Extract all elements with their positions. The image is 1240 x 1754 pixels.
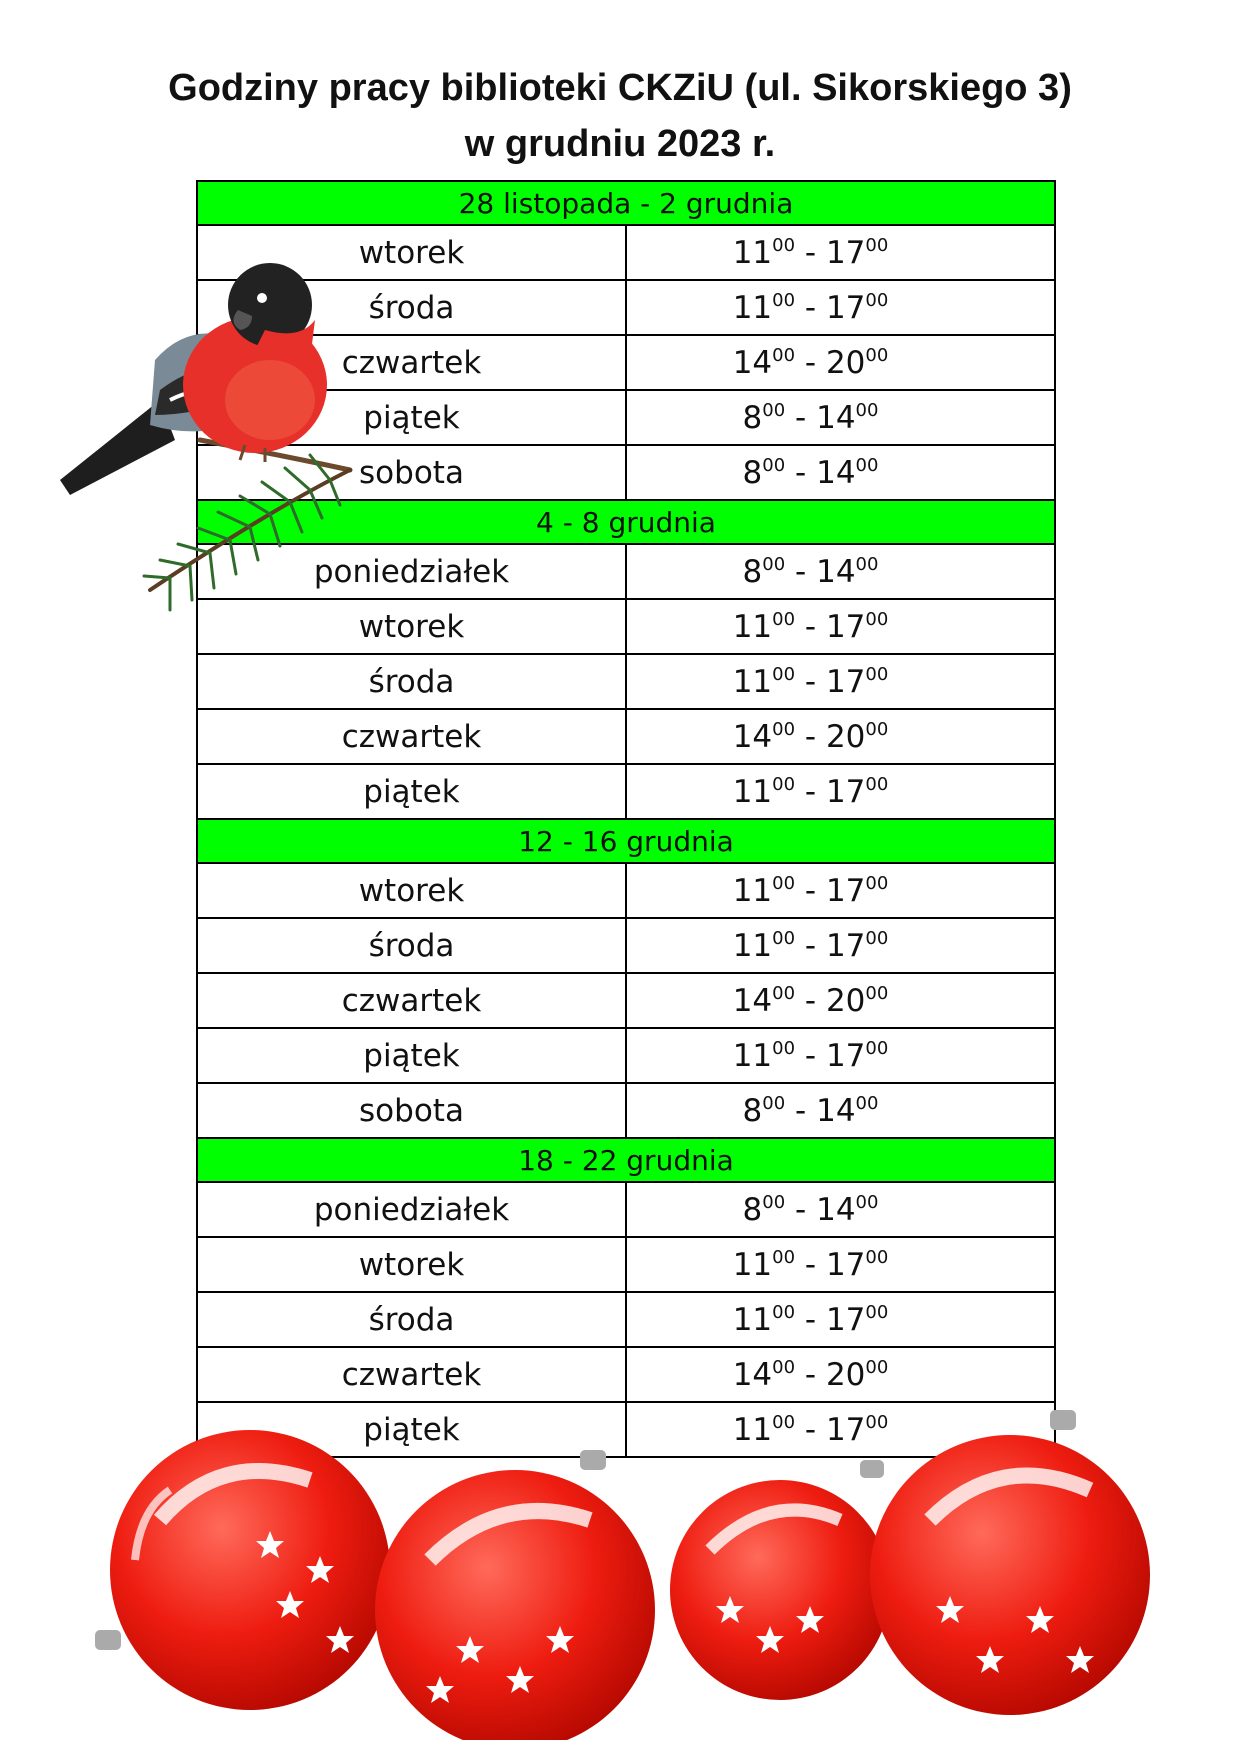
title-line-1: Godziny pracy biblioteki CKZiU (ul. Sikorskiego 3) <box>168 67 1072 109</box>
close-hour: 17 <box>825 872 866 909</box>
close-minutes: 00 <box>855 1092 879 1114</box>
day-name: wtorek <box>197 863 626 918</box>
close-minutes: 00 <box>865 773 889 795</box>
hours-separator: - <box>785 1092 817 1129</box>
close-hour: 17 <box>825 663 866 700</box>
close-hour: 17 <box>825 608 866 645</box>
opening-hours <box>626 1182 1055 1237</box>
hours-separator: - <box>795 608 826 645</box>
close-hour: 17 <box>825 1037 866 1074</box>
open-hour: 11 <box>732 1411 773 1448</box>
hours-separator: - <box>795 927 826 964</box>
day-name: piątek <box>197 1402 626 1457</box>
week-header-row <box>197 1138 1055 1182</box>
opening-hours <box>626 445 1055 500</box>
opening-hours <box>626 280 1055 335</box>
close-hour: 20 <box>825 344 866 381</box>
close-hour: 14 <box>816 1191 856 1228</box>
open-hour: 14 <box>732 982 773 1019</box>
open-hour: 11 <box>732 1301 773 1338</box>
close-minutes: 00 <box>865 289 889 311</box>
open-hour: 11 <box>732 234 773 271</box>
christmas-bauble-icon <box>870 1410 1150 1715</box>
open-minutes: 00 <box>772 344 796 366</box>
opening-hours <box>626 544 1055 599</box>
open-minutes: 00 <box>772 1356 796 1378</box>
open-minutes: 00 <box>762 1191 786 1213</box>
close-minutes: 00 <box>865 927 889 949</box>
title-line-2: w grudniu 2023 r. <box>464 123 776 165</box>
close-minutes: 00 <box>865 1246 889 1268</box>
day-name: czwartek <box>197 1347 626 1402</box>
day-row <box>197 764 1055 819</box>
open-minutes: 00 <box>772 1301 796 1323</box>
open-minutes: 00 <box>772 1411 796 1433</box>
day-name: środa <box>197 1292 626 1347</box>
open-hour: 11 <box>732 872 773 909</box>
open-minutes: 00 <box>772 234 796 256</box>
close-minutes: 00 <box>865 234 889 256</box>
close-hour: 17 <box>825 1411 866 1448</box>
day-name: środa <box>197 280 626 335</box>
hours-separator: - <box>795 663 826 700</box>
open-hour: 8 <box>742 1191 763 1228</box>
opening-hours <box>626 335 1055 390</box>
hours-separator: - <box>795 289 826 326</box>
close-hour: 17 <box>825 234 866 271</box>
week-label: 18 - 22 grudnia <box>197 1138 1055 1182</box>
close-hour: 20 <box>825 982 866 1019</box>
close-hour: 14 <box>816 399 856 436</box>
open-minutes: 00 <box>772 773 796 795</box>
day-row <box>197 654 1055 709</box>
day-name: poniedziałek <box>197 544 626 599</box>
day-row <box>197 1292 1055 1347</box>
open-hour: 11 <box>732 927 773 964</box>
open-minutes: 00 <box>772 718 796 740</box>
close-hour: 20 <box>825 1356 866 1393</box>
hours-separator: - <box>795 718 826 755</box>
open-minutes: 00 <box>762 1092 786 1114</box>
hours-separator: - <box>795 773 826 810</box>
close-minutes: 00 <box>865 872 889 894</box>
close-minutes: 00 <box>855 454 879 476</box>
close-hour: 14 <box>816 553 856 590</box>
day-name: piątek <box>197 390 626 445</box>
day-name: wtorek <box>197 599 626 654</box>
hours-separator: - <box>795 1037 826 1074</box>
open-minutes: 00 <box>762 553 786 575</box>
day-row <box>197 863 1055 918</box>
opening-hours <box>626 918 1055 973</box>
hours-separator: - <box>785 454 817 491</box>
hours-separator: - <box>795 1411 826 1448</box>
christmas-bauble-icon <box>95 1430 390 1710</box>
christmas-bauble-icon <box>375 1450 655 1740</box>
open-hour: 8 <box>742 553 763 590</box>
day-row <box>197 1028 1055 1083</box>
day-name: piątek <box>197 764 626 819</box>
close-minutes: 00 <box>865 344 889 366</box>
close-minutes: 00 <box>865 1356 889 1378</box>
page-title <box>0 60 1240 172</box>
open-hour: 11 <box>732 1037 773 1074</box>
opening-hours <box>626 973 1055 1028</box>
opening-hours <box>626 1292 1055 1347</box>
day-name: sobota <box>197 445 626 500</box>
hours-separator: - <box>795 1301 826 1338</box>
opening-hours <box>626 654 1055 709</box>
opening-hours <box>626 1028 1055 1083</box>
day-name: czwartek <box>197 709 626 764</box>
close-hour: 17 <box>825 773 866 810</box>
day-name: środa <box>197 654 626 709</box>
close-hour: 17 <box>825 1301 866 1338</box>
day-row <box>197 709 1055 764</box>
open-minutes: 00 <box>762 454 786 476</box>
day-row <box>197 1347 1055 1402</box>
open-minutes: 00 <box>772 289 796 311</box>
christmas-bauble-icon <box>670 1460 890 1700</box>
hours-separator: - <box>795 872 826 909</box>
day-name: poniedziałek <box>197 1182 626 1237</box>
day-name: środa <box>197 918 626 973</box>
hours-separator: - <box>795 344 826 381</box>
christmas-baubles <box>90 1410 1180 1740</box>
close-minutes: 00 <box>865 1411 889 1433</box>
bullfinch-icon <box>40 250 370 630</box>
hours-separator: - <box>795 1246 826 1283</box>
open-hour: 11 <box>732 773 773 810</box>
day-name: wtorek <box>197 1237 626 1292</box>
open-hour: 11 <box>732 1246 773 1283</box>
day-name: czwartek <box>197 335 626 390</box>
opening-hours <box>626 764 1055 819</box>
close-minutes: 00 <box>865 1037 889 1059</box>
hours-separator: - <box>785 399 817 436</box>
open-minutes: 00 <box>762 399 786 421</box>
opening-hours <box>626 599 1055 654</box>
close-minutes: 00 <box>865 663 889 685</box>
open-minutes: 00 <box>772 1037 796 1059</box>
close-minutes: 00 <box>865 608 889 630</box>
close-minutes: 00 <box>865 1301 889 1323</box>
open-hour: 11 <box>732 608 773 645</box>
week-label: 4 - 8 grudnia <box>197 500 1055 544</box>
close-hour: 17 <box>825 289 866 326</box>
open-hour: 14 <box>732 344 773 381</box>
close-minutes: 00 <box>855 553 879 575</box>
close-minutes: 00 <box>855 1191 879 1213</box>
opening-hours <box>626 709 1055 764</box>
open-minutes: 00 <box>772 1246 796 1268</box>
open-minutes: 00 <box>772 872 796 894</box>
opening-hours <box>626 1237 1055 1292</box>
close-hour: 20 <box>825 718 866 755</box>
open-hour: 14 <box>732 1356 773 1393</box>
open-hour: 8 <box>742 399 763 436</box>
day-name: wtorek <box>197 225 626 280</box>
open-hour: 8 <box>742 454 763 491</box>
close-minutes: 00 <box>855 399 879 421</box>
close-hour: 14 <box>816 1092 856 1129</box>
open-hour: 11 <box>732 289 773 326</box>
close-hour: 17 <box>825 927 866 964</box>
open-minutes: 00 <box>772 608 796 630</box>
opening-hours <box>626 225 1055 280</box>
opening-hours <box>626 1083 1055 1138</box>
close-minutes: 00 <box>865 982 889 1004</box>
opening-hours <box>626 863 1055 918</box>
day-name: czwartek <box>197 973 626 1028</box>
week-label: 12 - 16 grudnia <box>197 819 1055 863</box>
day-row <box>197 918 1055 973</box>
open-minutes: 00 <box>772 982 796 1004</box>
week-header-row <box>197 181 1055 225</box>
close-minutes: 00 <box>865 718 889 740</box>
day-name: sobota <box>197 1083 626 1138</box>
day-name: piątek <box>197 1028 626 1083</box>
day-row <box>197 1182 1055 1237</box>
open-minutes: 00 <box>772 663 796 685</box>
hours-separator: - <box>785 553 817 590</box>
open-hour: 14 <box>732 718 773 755</box>
open-hour: 8 <box>742 1092 763 1129</box>
hours-separator: - <box>795 982 826 1019</box>
close-hour: 17 <box>825 1246 866 1283</box>
opening-hours <box>626 390 1055 445</box>
open-hour: 11 <box>732 663 773 700</box>
close-hour: 14 <box>816 454 856 491</box>
opening-hours <box>626 1347 1055 1402</box>
day-row <box>197 973 1055 1028</box>
week-header-row <box>197 819 1055 863</box>
day-row <box>197 1083 1055 1138</box>
open-minutes: 00 <box>772 927 796 949</box>
hours-separator: - <box>795 234 826 271</box>
hours-separator: - <box>795 1356 826 1393</box>
hours-separator: - <box>785 1191 817 1228</box>
day-row <box>197 1237 1055 1292</box>
week-label: 28 listopada - 2 grudnia <box>197 181 1055 225</box>
